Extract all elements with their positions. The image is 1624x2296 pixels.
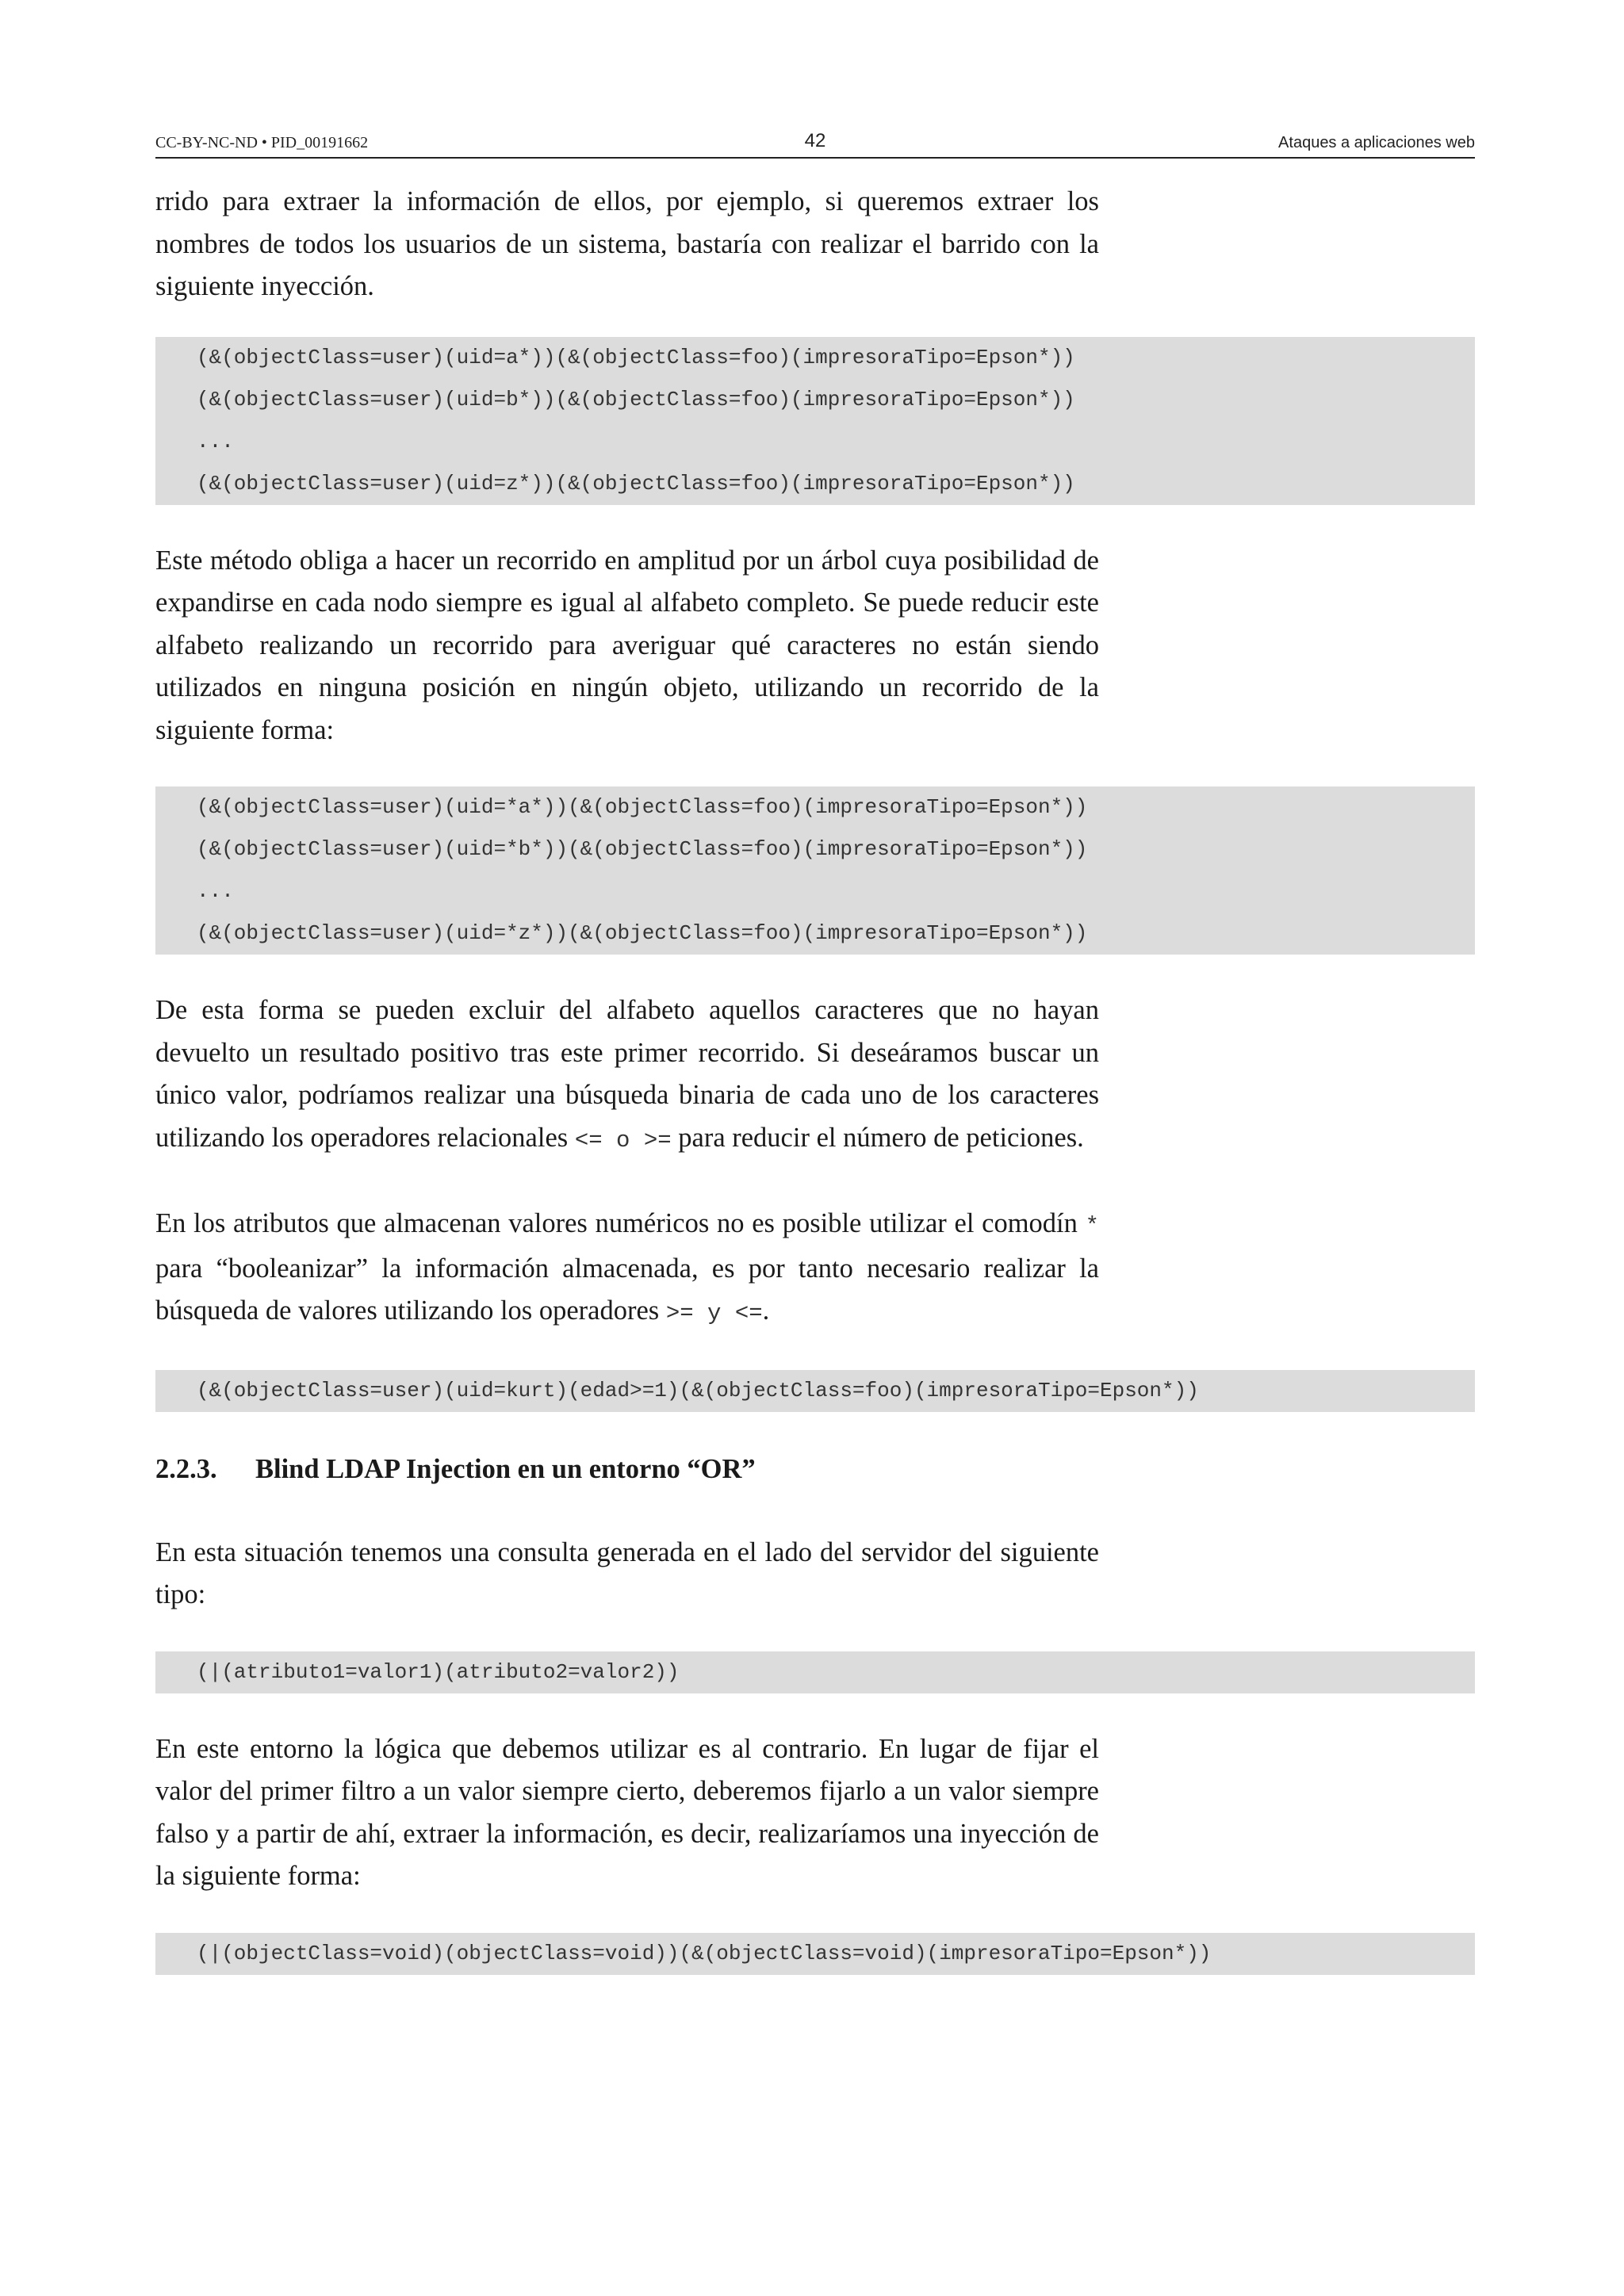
header-license: CC-BY-NC-ND • PID_00191662 — [155, 134, 369, 151]
paragraph-6: En este entorno la lógica que debemos utilizar es al contrario. En lugar de fijar el valor del primer filtro a un valor siempre cierto, deberemos fijarlo a un valor siempre falso y a partir de ahí, extraer la información, es decir, realizaríamos una inyección de la siguiente forma: — [155, 1733, 1099, 1891]
code-line: (&(objectClass=user)(uid=b*))(&(objectClass=foo)(impresoraTipo=Epson*)) — [197, 387, 1075, 411]
paragraph-1: rrido para extraer la información de ellos, por ejemplo, si queremos extraer los nombres de todos los usuarios de un sistema, bastaría con realizar el barrido con la siguiente inyección. — [155, 186, 1099, 301]
paragraph-4-text-b: para “booleanizar” la información almacenada, es por tanto necesario realizar la búsqueda de valores utilizando los operadores — [155, 1253, 1099, 1326]
paragraph-3-text-b: para reducir el número de peticiones. — [671, 1122, 1084, 1153]
code-line: ... — [197, 879, 234, 903]
code-line: (&(objectClass=user)(uid=*z*))(&(objectClass=foo)(impresoraTipo=Epson*)) — [197, 921, 1088, 945]
code-line: (&(objectClass=user)(uid=*b*))(&(objectClass=foo)(impresoraTipo=Epson*)) — [197, 837, 1088, 861]
code-line: ... — [197, 429, 234, 453]
code-line: (&(objectClass=user)(uid=kurt)(edad>=1)(&(objectClass=foo)(impresoraTipo=Epson*)) — [197, 1378, 1199, 1402]
paragraph-4 — [155, 1203, 1099, 1335]
paragraph-4-text-c: . — [762, 1295, 770, 1326]
paragraph-5: En esta situación tenemos una consulta generada en el lado del servidor del siguiente tipo: — [155, 1536, 1099, 1609]
section-number: 2.2.3. — [155, 1453, 217, 1484]
code-block-1 — [155, 337, 1475, 505]
code-block-2 — [155, 786, 1475, 955]
code-block-5 — [155, 1933, 1475, 1975]
header-chapter-title: Ataques a aplicaciones web — [1278, 134, 1475, 151]
paragraph-3 — [155, 989, 1099, 1161]
section-title: Blind LDAP Injection en un entorno “OR” — [255, 1453, 756, 1484]
code-block-4 — [155, 1651, 1475, 1693]
code-line: (&(objectClass=user)(uid=a*))(&(objectClass=foo)(impresoraTipo=Epson*)) — [197, 345, 1075, 369]
page-content — [155, 181, 1475, 1975]
page-number: 42 — [804, 130, 826, 151]
page-header — [155, 125, 1475, 159]
inline-code-wildcard: * — [1085, 1213, 1099, 1239]
code-line: (&(objectClass=user)(uid=*a*))(&(objectClass=foo)(impresoraTipo=Epson*)) — [197, 795, 1088, 819]
code-block-3 — [155, 1370, 1475, 1412]
inline-code-operators: >= y <= — [665, 1300, 763, 1326]
section-heading — [155, 1448, 1475, 1490]
code-line: (&(objectClass=user)(uid=z*))(&(objectClass=foo)(impresoraTipo=Epson*)) — [197, 471, 1075, 496]
paragraph-4-text-a: En los atributos que almacenan valores numéricos no es posible utilizar el comodín — [155, 1208, 1086, 1238]
paragraph-3-text-a: De esta forma se pueden excluir del alfabeto aquellos caracteres que no hayan devuelto un resultado positivo tras este primer recorrido. Si deseáramos buscar un único valor, podríamos realizar una búsqueda binaria de cada uno de los caracteres utilizando los operadores relacionales — [155, 995, 1099, 1153]
inline-code-operators: <= o >= — [574, 1127, 672, 1154]
code-line: (|(objectClass=void)(objectClass=void))(&(objectClass=void)(impresoraTipo=Epson*)) — [197, 1941, 1212, 1965]
code-line: (|(atributo1=valor1)(atributo2=valor2)) — [197, 1659, 680, 1684]
paragraph-2: Este método obliga a hacer un recorrido en amplitud por un árbol cuya posibilidad de expandirse en cada nodo siempre es igual al alfabeto completo. Se puede reducir este alfabeto realizando un recorrido para averiguar qué caracteres no están siendo utilizados en ninguna posición en ningún objeto, utilizando un recorrido de la siguiente forma: — [155, 545, 1099, 745]
